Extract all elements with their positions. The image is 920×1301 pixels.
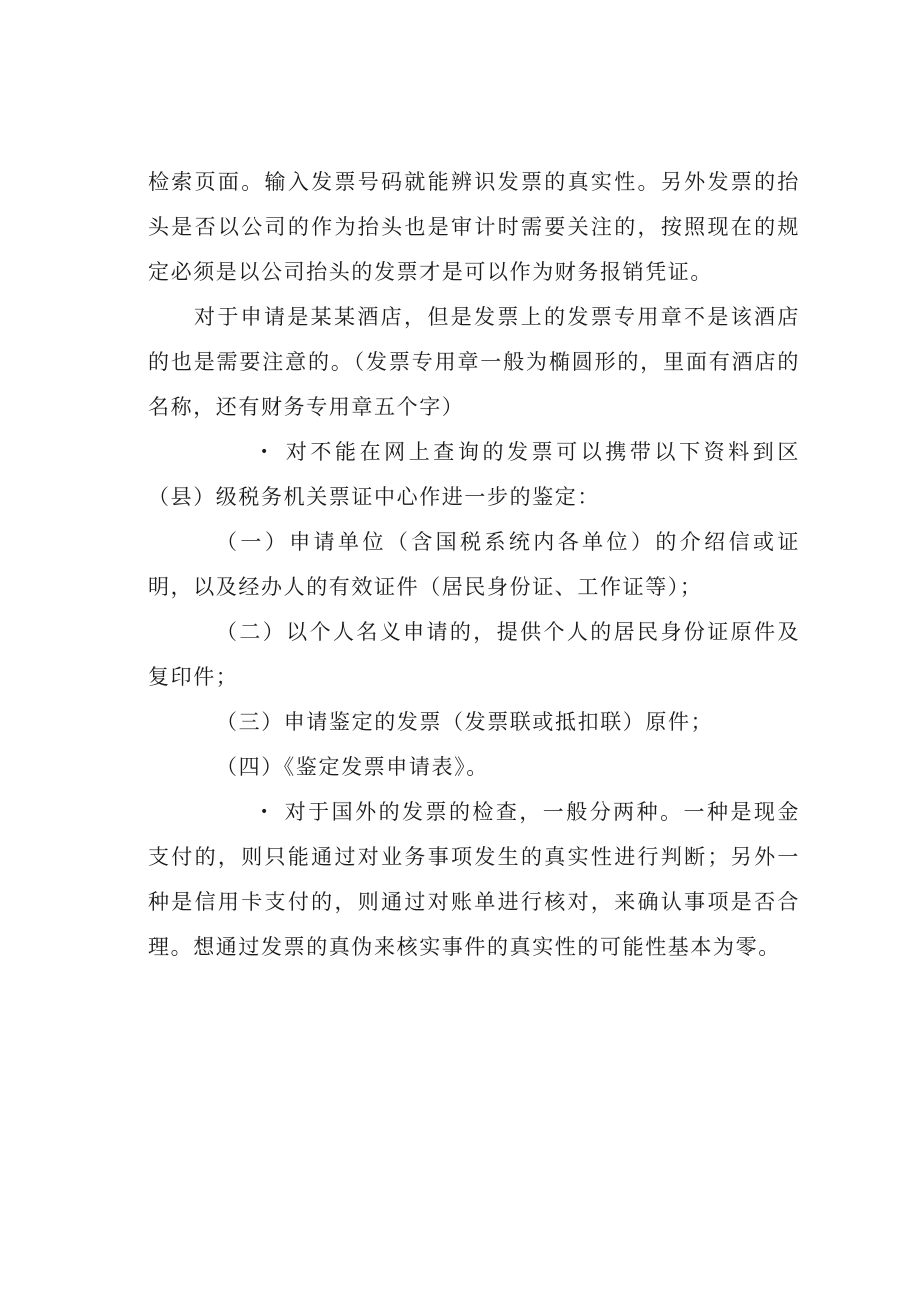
- paragraph-hotel-seal: 对于申请是某某酒店，但是发票上的发票专用章不是该酒店的也是需要注意的。（发票专用章一般为椭圆形的，里面有酒店的名称，还有财务专用章五个字）: [148, 305, 800, 419]
- list-item-2: （二）以个人名义申请的，提供个人的居民身份证原件及复印件；: [148, 620, 800, 689]
- document-body: [148, 160, 800, 970]
- paragraph-offline-verification: 对不能在网上查询的发票可以携带以下资料到区（县）级税务机关票证中心作进一步的鉴定：: [148, 440, 800, 509]
- bullet-paragraph-foreign-invoices: [148, 790, 800, 970]
- list-item-3: （三）申请鉴定的发票（发票联或抵扣联）原件；: [216, 710, 714, 734]
- bullet-icon: •: [260, 804, 270, 820]
- paragraph-foreign-invoices: 对于国外的发票的检查，一般分两种。一种是现金支付的，则只能通过对业务事项发生的真实性进行判断；另外一种是信用卡支付的，则通过对账单进行核对，来确认事项是否合理。想通过发票的真伪来核实事件的真实性的可能性基本为零。: [148, 800, 800, 959]
- list-item-1: （一）申请单位（含国税系统内各单位）的介绍信或证明，以及经办人的有效证件（居民身份证、工作证等）；: [148, 530, 800, 599]
- list-item-4: （四）《鉴定发票申请表》。: [216, 755, 489, 779]
- bullet-icon: •: [260, 444, 270, 460]
- bullet-paragraph-offline-verification: [148, 430, 800, 520]
- paragraph-invoice-check: 检索页面。输入发票号码就能辨识发票的真实性。另外发票的抬头是否以公司的作为抬头也是审计时需要关注的，按照现在的规定必须是以公司抬头的发票才是可以作为财务报销凭证。: [148, 170, 800, 284]
